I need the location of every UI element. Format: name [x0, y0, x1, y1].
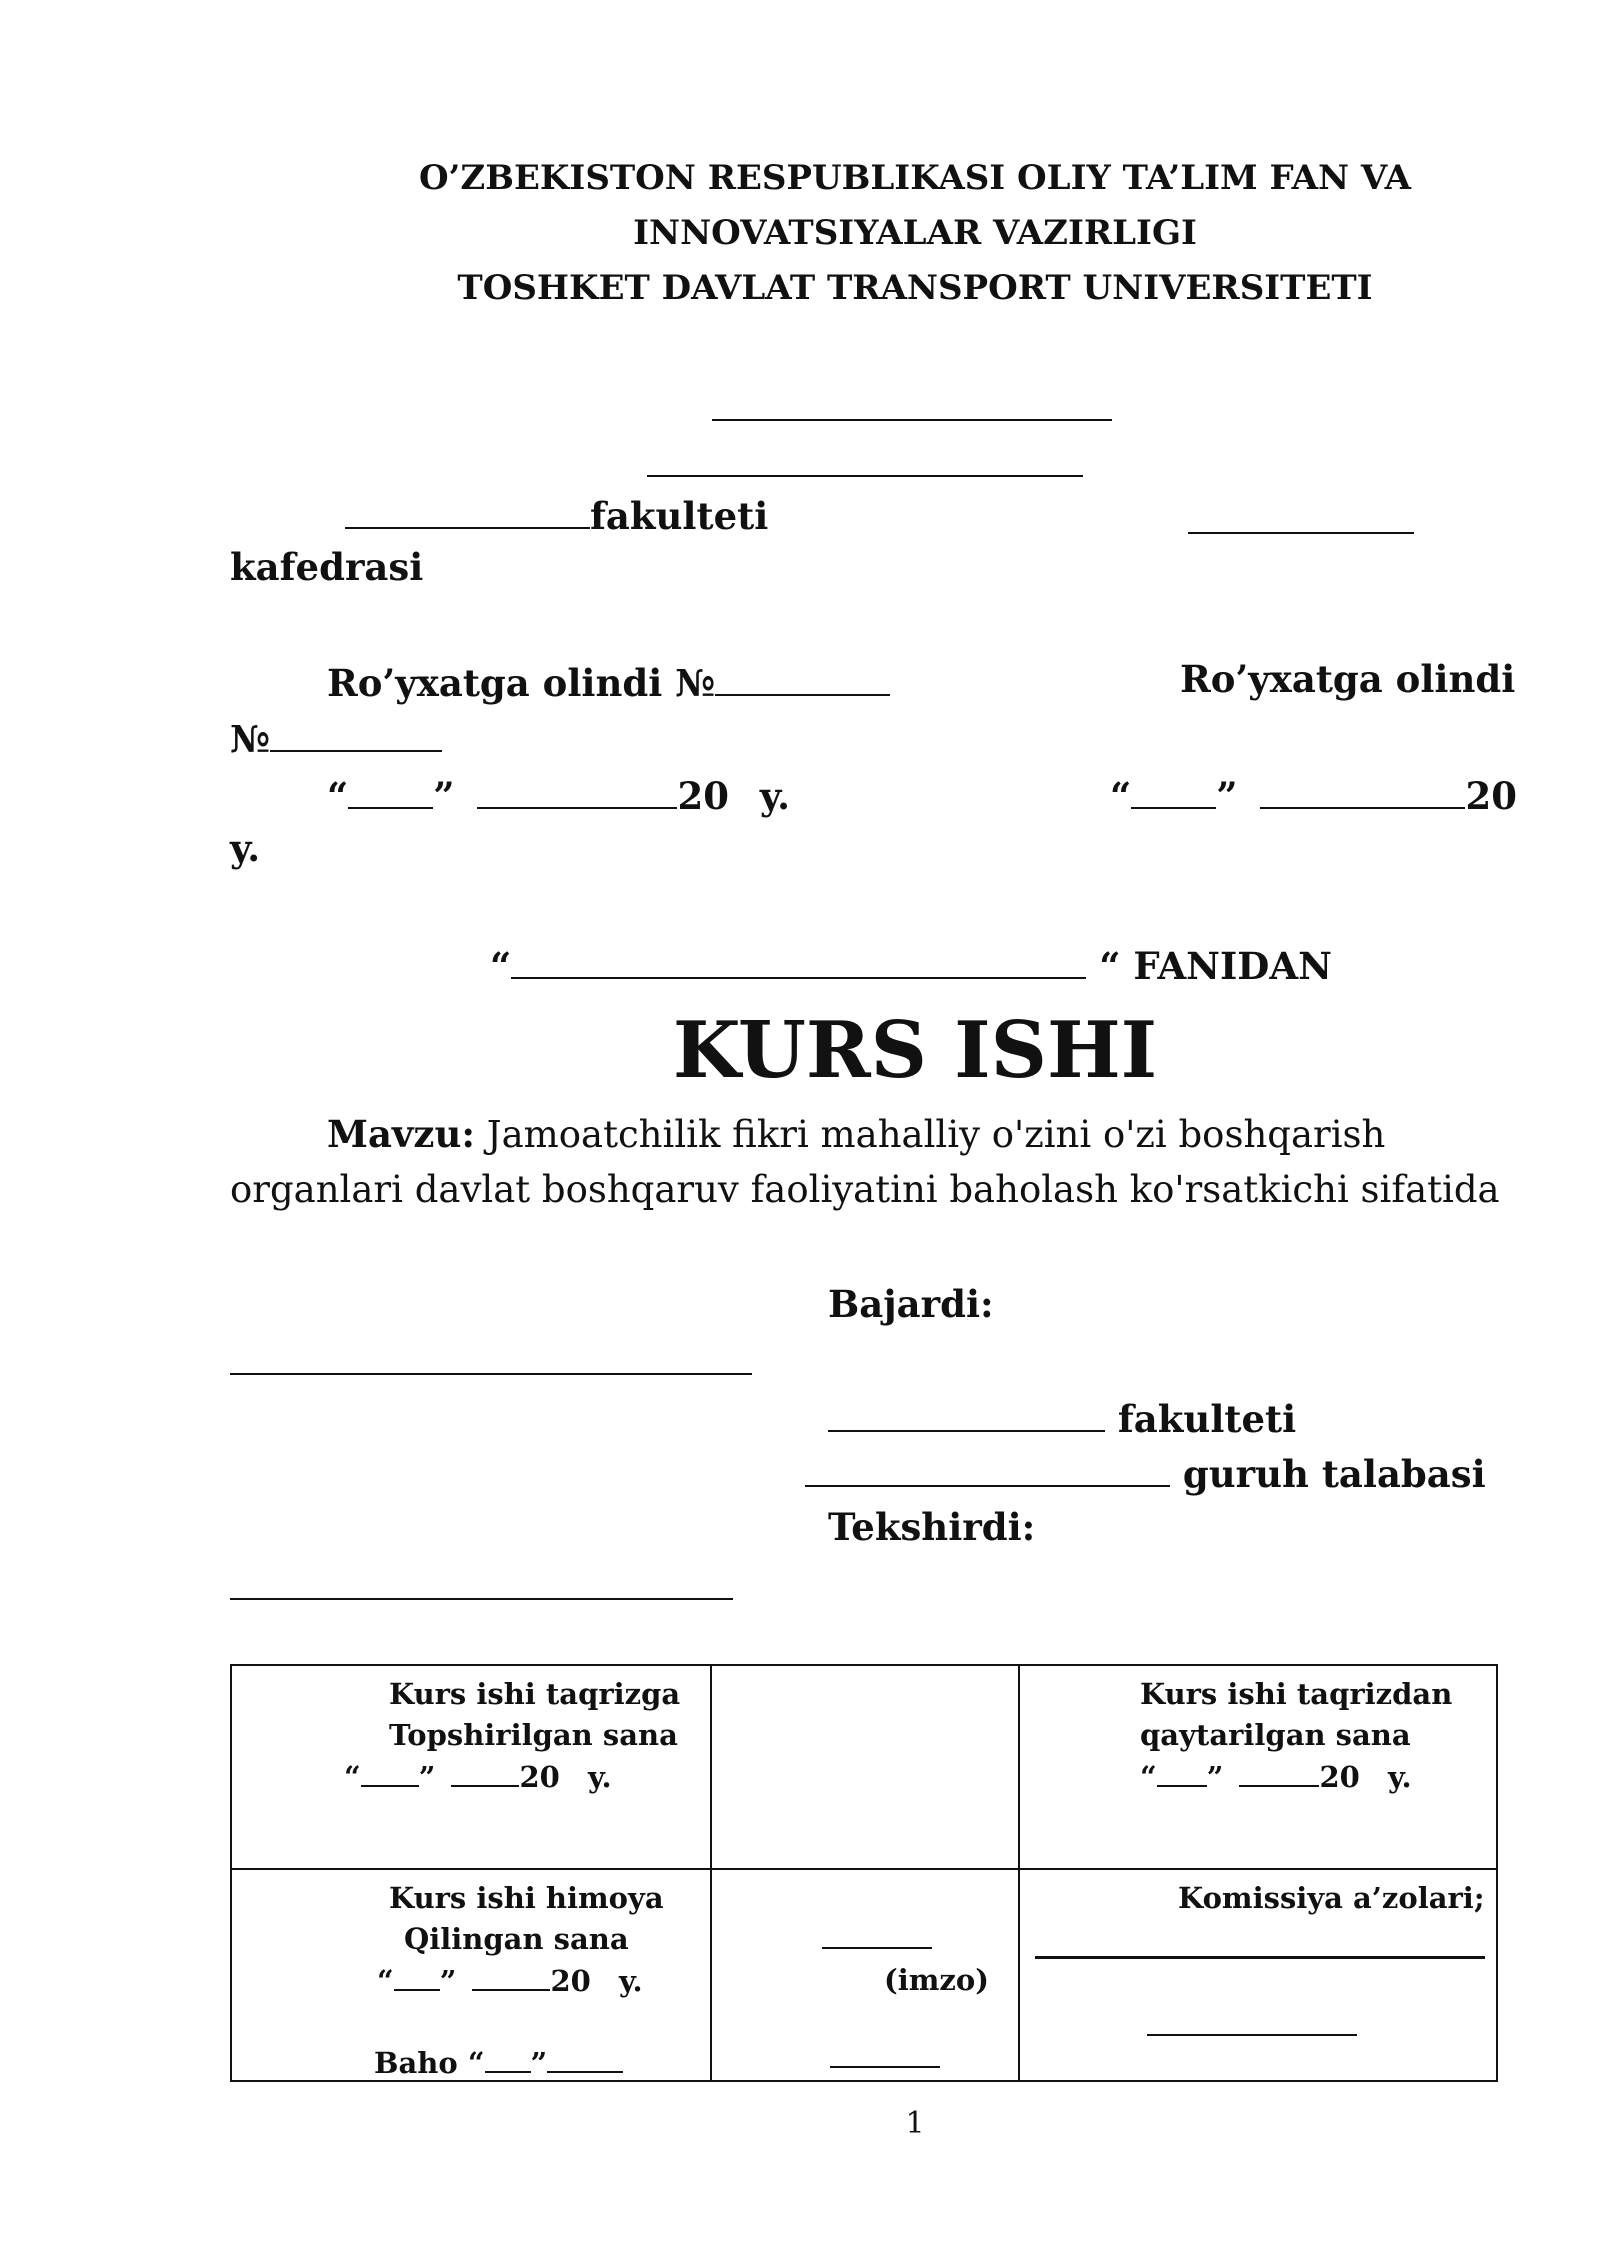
department-blank	[1188, 532, 1414, 534]
year-suffix: y.	[1387, 1760, 1412, 1794]
performer-group-blank	[805, 1448, 1170, 1487]
quote-open: “	[377, 1964, 394, 1998]
defended-line-1: Kurs ishi himoya	[389, 1881, 664, 1915]
ministry-line-1: O’ZBEKISTON RESPUBLIKASI OLIY TA’LIM FAN VA	[418, 158, 1412, 198]
registration-right-year-suffix: y.	[230, 826, 261, 870]
returned-line-1: Kurs ishi taqrizdan	[1140, 1677, 1453, 1711]
quote-close: ”	[418, 1760, 436, 1794]
registration-right-blank	[270, 713, 442, 752]
topic-line-2: organlari davlat boshqaruv faoliyatini baholash ko'rsatkichi sifatida	[230, 1168, 1500, 1211]
quote-close: ”	[1206, 1760, 1224, 1794]
day-blank	[361, 1756, 419, 1787]
submitted-line-2: Topshirilgan sana	[389, 1718, 678, 1752]
quote-open: “	[327, 774, 349, 818]
commission-line	[1147, 2034, 1357, 2036]
commission-line	[1035, 1956, 1485, 1959]
day-blank	[1157, 1756, 1207, 1787]
number-sign: №	[230, 717, 271, 761]
year-prefix: 20	[677, 774, 729, 818]
registration-right-date	[1110, 770, 1517, 818]
submitted-date	[344, 1756, 612, 1798]
year-suffix: y.	[759, 774, 791, 818]
quote-close: ”	[439, 1964, 457, 1998]
year-suffix: y.	[618, 1964, 643, 1998]
quote-open: “	[344, 1760, 361, 1794]
grade-blank	[485, 2042, 531, 2073]
signature-line	[822, 1947, 932, 1949]
table-cell-empty	[711, 1665, 1019, 1869]
department-label: kafedrasi	[230, 545, 424, 589]
faculty-blank	[345, 490, 590, 529]
signature-line	[830, 2066, 940, 2068]
returned-line-2: qaytarilgan sana	[1140, 1718, 1411, 1752]
month-blank	[451, 1756, 519, 1787]
year-prefix: 20	[550, 1964, 591, 1998]
quote-open: “	[1110, 774, 1132, 818]
blank-line	[647, 475, 1083, 477]
performer-group	[805, 1448, 1486, 1496]
defended-line-2: Qilingan sana	[404, 1922, 629, 1956]
registration-left-label: Ro’yxatga olindi №	[327, 661, 716, 705]
checker-label: Tekshirdi:	[828, 1505, 1036, 1549]
grade	[374, 2042, 623, 2084]
subject-blank	[511, 940, 1086, 979]
university-name: TOSHKET DAVLAT TRANSPORT UNIVERSITETI	[457, 268, 1373, 308]
performer-faculty-blank	[828, 1393, 1105, 1432]
signature-label: (imzo)	[884, 1963, 989, 1997]
topic-text-1: Jamoatchilik fikri mahalliy o'zini o'zi boshqarish	[486, 1113, 1386, 1156]
page-number: 1	[905, 2106, 925, 2141]
year-prefix: 20	[1319, 1760, 1360, 1794]
faculty-row	[345, 490, 768, 538]
registration-left-date	[327, 770, 790, 818]
subject-suffix: “ FANIDAN	[1099, 944, 1332, 988]
performer-group-label: guruh talabasi	[1182, 1452, 1486, 1496]
table-cell-returned	[1019, 1665, 1497, 1869]
quote-open: “	[1140, 1760, 1157, 1794]
subject-line	[490, 940, 1332, 988]
month-blank	[472, 1960, 550, 1991]
review-table	[230, 1664, 1498, 2082]
subject-quote-open: “	[490, 944, 512, 988]
registration-right-number	[230, 713, 442, 761]
defended-date	[377, 1960, 643, 2002]
blank-line	[712, 419, 1112, 421]
day-blank	[1131, 770, 1216, 809]
year-prefix: 20	[1465, 774, 1517, 818]
table-cell-submitted	[231, 1665, 711, 1869]
day-blank	[394, 1960, 440, 1991]
registration-left	[327, 657, 890, 705]
table-cell-defended	[231, 1869, 711, 2081]
quote-close: ”	[433, 774, 455, 818]
returned-date	[1140, 1756, 1412, 1798]
quote-close: ”	[530, 2046, 548, 2080]
registration-right-label: Ro’yxatga olindi	[1180, 657, 1516, 701]
year-suffix: y.	[587, 1760, 612, 1794]
ministry-line-2: INNOVATSIYALAR VAZIRLIGI	[633, 213, 1197, 253]
blank-line	[230, 1598, 733, 1600]
blank-line	[230, 1373, 752, 1375]
submitted-line-1: Kurs ishi taqrizga	[389, 1677, 681, 1711]
quote-close: ”	[1216, 774, 1238, 818]
performer-faculty-label: fakulteti	[1117, 1397, 1297, 1441]
grade-label: Baho “	[374, 2046, 485, 2080]
performer-label: Bajardi:	[828, 1282, 994, 1326]
grade-word-blank	[547, 2042, 623, 2073]
month-blank	[1260, 770, 1465, 809]
registration-left-blank	[715, 657, 890, 696]
performer-faculty	[828, 1393, 1296, 1441]
document-title: KURS ISHI	[672, 1005, 1158, 1096]
topic-line-1	[327, 1112, 1385, 1156]
table-cell-commission	[1019, 1869, 1497, 2081]
month-blank	[477, 770, 677, 809]
commission-label: Komissiya a’zolari;	[1178, 1881, 1485, 1915]
year-prefix: 20	[519, 1760, 560, 1794]
faculty-label: fakulteti	[590, 494, 769, 538]
day-blank	[348, 770, 433, 809]
topic-label: Mavzu:	[327, 1112, 475, 1156]
month-blank	[1239, 1756, 1319, 1787]
table-cell-signature	[711, 1869, 1019, 2081]
